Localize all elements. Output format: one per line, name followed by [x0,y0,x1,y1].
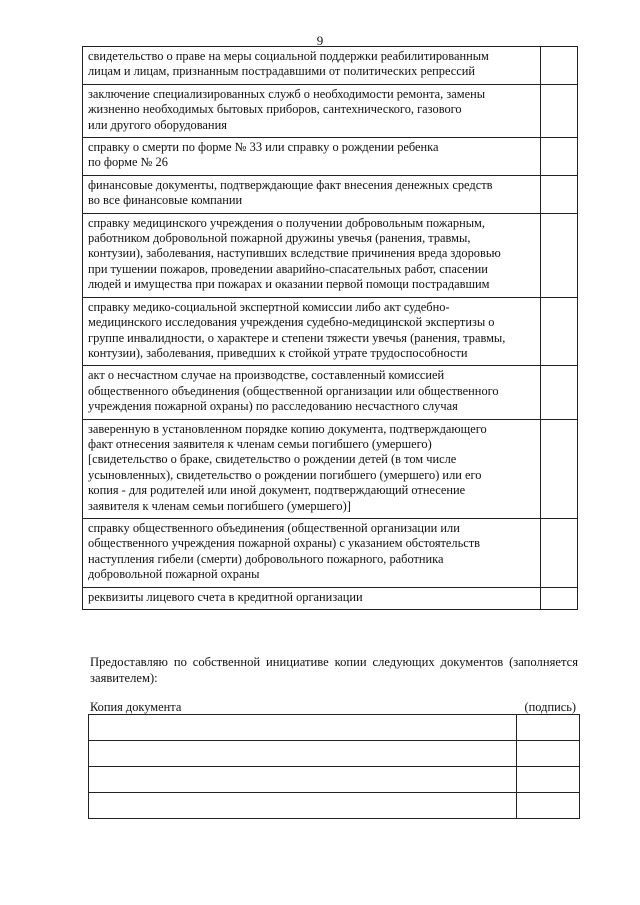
document-row [83,419,578,518]
document-description [83,587,541,609]
document-line: [свидетельство о браке, свидетельство о рождении детей (в том числе [88,452,457,467]
copy-row [89,715,580,741]
signature-cell[interactable] [517,767,580,793]
document-checkbox-cell[interactable] [541,175,578,213]
document-line: свидетельство о праве на меры социальной поддержки реабилитированным [88,49,489,63]
document-row [83,518,578,587]
page-number: 9 [316,33,324,48]
document-row [83,47,578,85]
document-checkbox-cell[interactable] [541,47,578,85]
document-checkbox-cell[interactable] [541,419,578,518]
document-line: людей и имущества при пожарах и оказании первой помощи пострадавшим [88,277,490,292]
document-line: копия - для родителей или иной документ, подтверждающий отнесение [88,483,466,498]
document-line: заверенную в установленном порядке копию документа, подтверждающего [88,421,487,436]
document-line: заявителя к членам семьи погибшего (умершего)] [88,498,351,513]
document-row [83,213,578,297]
document-line: справку о смерти по форме № 33 или справку о рождении ребенка [88,140,439,155]
document-description [83,419,541,518]
document-description [83,297,541,366]
signature-cell[interactable] [517,793,580,819]
document-line: справку медико-социальной экспертной комиссии либо акт судебно- [88,299,450,314]
document-line: контузии), заболевания, приведших к стойкой утрате трудоспособности [88,345,468,360]
copy-row [89,741,580,767]
copy-document-cell[interactable] [89,793,517,819]
document-line: акт о несчастном случае на производстве, составленный комиссией [88,368,445,383]
document-description [83,518,541,587]
document-line: группе инвалидности, о характере и степени тяжести увечья (ранения, травмы, [88,330,506,345]
document-line: по форме № 26 [88,155,168,170]
document-line: наступления гибели (смерти) добровольного пожарного, работника [88,551,444,566]
document-checkbox-cell[interactable] [541,213,578,297]
document-line: финансовые документы, подтверждающие факт внесения денежных средств [88,177,493,192]
document-line: факт отнесения заявителя к членам семьи погибшего (умершего) [88,436,432,451]
copy-document-cell[interactable] [89,741,517,767]
document-line: справку медицинского учреждения о получении добровольным пожарным, [88,215,485,230]
document-line: жизненно необходимых бытовых приборов, сантехнического, газового [88,102,462,117]
copy-row [89,793,580,819]
documents-table [82,46,578,610]
signature-label: (подпись) [524,700,576,714]
document-line: работником добровольной пожарной дружины увечья (ранения, травмы, [88,231,471,246]
copy-document-cell[interactable] [89,715,517,741]
copy-document-label: Копия документа [90,700,182,714]
document-line: при тушении пожаров, проведении аварийно-спасательных работ, спасении [88,261,488,276]
document-description [83,213,541,297]
copy-row [89,767,580,793]
document-line: лицам и лицам, признанным пострадавшими от политических репрессий [88,64,476,79]
copy-document-cell[interactable] [89,767,517,793]
document-line: реквизиты лицевого счета в кредитной организации [88,589,363,604]
document-checkbox-cell[interactable] [541,587,578,609]
document-line: заключение специализированных служб о необходимости ремонта, замены [88,86,486,101]
document-description [83,47,541,85]
document-description [83,175,541,213]
document-line: контузии), заболевания, наступивших вследствие причинения вреда здоровью [88,246,501,261]
document-line: усыновленных), свидетельство о рождении погибшего (умершего) или его [88,467,482,482]
document-line: общественного объединения (общественной организации или общественного [88,383,499,398]
copies-table [88,714,580,819]
document-row [83,366,578,419]
document-row [83,175,578,213]
document-line: во все финансовые компании [88,193,243,208]
document-description [83,138,541,176]
document-description [83,366,541,419]
document-checkbox-cell[interactable] [541,366,578,419]
document-checkbox-cell[interactable] [541,138,578,176]
document-description [83,84,541,137]
signature-cell[interactable] [517,741,580,767]
document-line: справку общественного объединения (общественной организации или [88,520,460,535]
initiative-paragraph: Предоставляю по собственной инициативе копии следующих документов (заполняется заявителем): [90,655,578,685]
document-line: медицинского исследования учреждения судебно-медицинской экспертизы о [88,315,495,330]
document-line: добровольной пожарной охраны [88,567,260,582]
document-row [83,587,578,609]
document-row [83,297,578,366]
document-line: учреждения пожарной охраны) по расследованию несчастного случая [88,399,458,414]
document-checkbox-cell[interactable] [541,518,578,587]
document-line: общественного учреждения пожарной охраны) с указанием обстоятельств [88,536,481,551]
document-checkbox-cell[interactable] [541,297,578,366]
document-line: или другого оборудования [88,117,227,132]
document-row [83,84,578,137]
signature-cell[interactable] [517,715,580,741]
document-checkbox-cell[interactable] [541,84,578,137]
document-row [83,138,578,176]
